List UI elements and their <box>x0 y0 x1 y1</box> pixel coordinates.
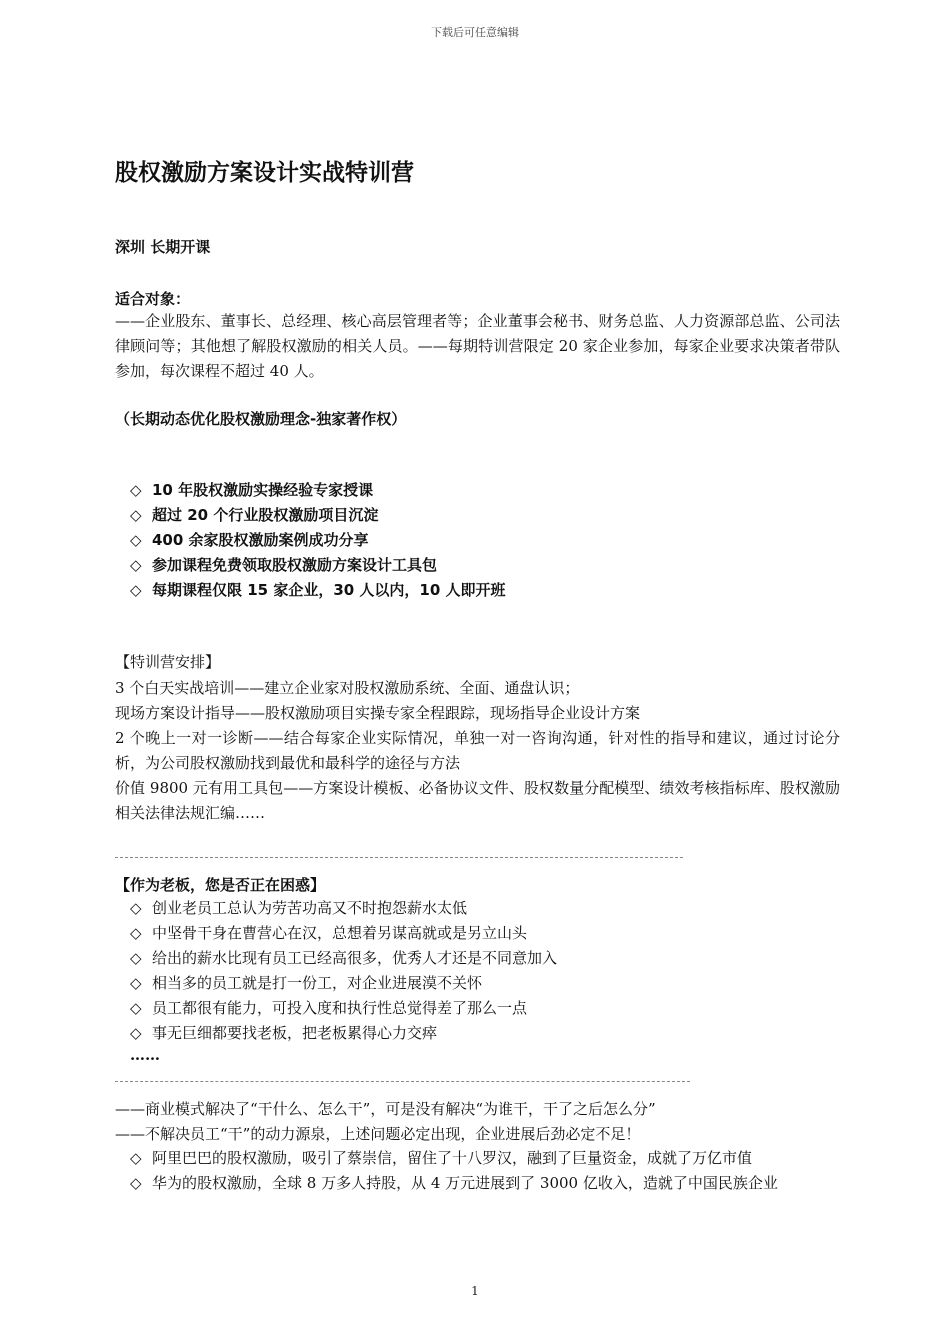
schedule-line: 3 个白天实战培训——建立企业家对股权激励系统、全面、通盘认识； <box>115 679 580 697</box>
schedule-line: 现场方案设计指导——股权激励项目实操专家全程跟踪，现场指导企业设计方案 <box>115 704 641 722</box>
list-item: ◇ 10 年股权激励实操经验专家授课 <box>130 478 506 503</box>
diamond-bullet-icon: ◇ <box>130 531 142 549</box>
page-header: 下载后可任意编辑 <box>431 26 519 39</box>
diamond-bullet-icon: ◇ <box>130 1149 142 1167</box>
list-item: ◇ 阿里巴巴的股权激励，吸引了蔡崇信，留住了十八罗汉，融到了巨量资金，成就了万亿市值 <box>130 1146 778 1171</box>
diamond-bullet-icon: ◇ <box>130 974 142 992</box>
closing-line: ——商业模式解决了“干什么、怎么干”，可是没有解决“为谁干，干了之后怎么分” <box>115 1100 656 1118</box>
list-item: ◇ 相当多的员工就是打一份工，对企业进展漠不关怀 <box>130 971 557 996</box>
list-item: ◇ 给出的薪水比现有员工已经高很多，优秀人才还是不同意加入 <box>130 946 557 971</box>
dashed-divider <box>115 1081 690 1082</box>
examples-list <box>130 1146 778 1196</box>
troubles-list <box>130 896 557 1046</box>
schedule-line: 价值 9800 元有用工具包——方案设计模板、必备协议文件、股权数量分配模型、绩效考核指标库、股权激励相关法律法规汇编…… <box>115 779 840 822</box>
highlights-list <box>130 478 506 603</box>
dashed-divider <box>115 857 683 858</box>
diamond-bullet-icon: ◇ <box>130 1024 142 1042</box>
camp-schedule-heading: 【特训营安排】 <box>115 653 221 671</box>
location-subtitle: 深圳 长期开课 <box>115 238 211 256</box>
closing-statements <box>115 1097 855 1147</box>
list-item: ◇ 员工都很有能力，可投入度和执行性总觉得差了那么一点 <box>130 996 557 1021</box>
diamond-bullet-icon: ◇ <box>130 556 142 574</box>
schedule-line: 2 个晚上一对一诊断——结合每家企业实际情况，单独一对一咨询沟通，针对性的指导和建议，通过讨论分析，为公司股权激励找到最优和最科学的途径与方法 <box>115 729 840 772</box>
audience-label: 适合对象： <box>115 290 191 308</box>
troubles-ellipsis: …… <box>130 1046 160 1064</box>
page-number: 1 <box>471 1284 479 1298</box>
diamond-bullet-icon: ◇ <box>130 949 142 967</box>
diamond-bullet-icon: ◇ <box>130 999 142 1017</box>
diamond-bullet-icon: ◇ <box>130 899 142 917</box>
diamond-bullet-icon: ◇ <box>130 481 142 499</box>
list-item: ◇ 每期课程仅限 15 家企业，30 人以内，10 人即开班 <box>130 578 506 603</box>
diamond-bullet-icon: ◇ <box>130 581 142 599</box>
diamond-bullet-icon: ◇ <box>130 506 142 524</box>
boss-question-heading: 【作为老板，您是否正在困惑】 <box>115 876 326 894</box>
list-item: ◇ 超过 20 个行业股权激励项目沉淀 <box>130 503 506 528</box>
camp-schedule-text <box>115 676 840 826</box>
diamond-bullet-icon: ◇ <box>130 924 142 942</box>
concept-note: （长期动态优化股权激励理念-独家著作权） <box>115 410 407 428</box>
closing-line: ——不解决员工“干”的动力源泉，上述问题必定出现，企业进展后劲必定不足！ <box>115 1125 641 1143</box>
list-item: ◇ 创业老员工总认为劳苦功高又不时抱怨薪水太低 <box>130 896 557 921</box>
diamond-bullet-icon: ◇ <box>130 1174 142 1192</box>
list-item: ◇ 参加课程免费领取股权激励方案设计工具包 <box>130 553 506 578</box>
list-item: ◇ 事无巨细都要找老板，把老板累得心力交瘁 <box>130 1021 557 1046</box>
list-item: ◇ 400 余家股权激励案例成功分享 <box>130 528 506 553</box>
list-item: ◇ 中坚骨干身在曹营心在汉，总想着另谋高就或是另立山头 <box>130 921 557 946</box>
audience-text: ——企业股东、董事长、总经理、核心高层管理者等；企业董事会秘书、财务总监、人力资源部总监、公司法律顾问等；其他想了解股权激励的相关人员。——每期特训营限定 20 家企业参加，每家企业要求决策者带队参加，每次课程不超过 40 人。 <box>115 312 840 380</box>
list-item: ◇ 华为的股权激励，全球 8 万多人持股，从 4 万元进展到了 3000 亿收入，造就了中国民族企业 <box>130 1171 778 1196</box>
document-title: 股权激励方案设计实战特训营 <box>115 160 414 186</box>
